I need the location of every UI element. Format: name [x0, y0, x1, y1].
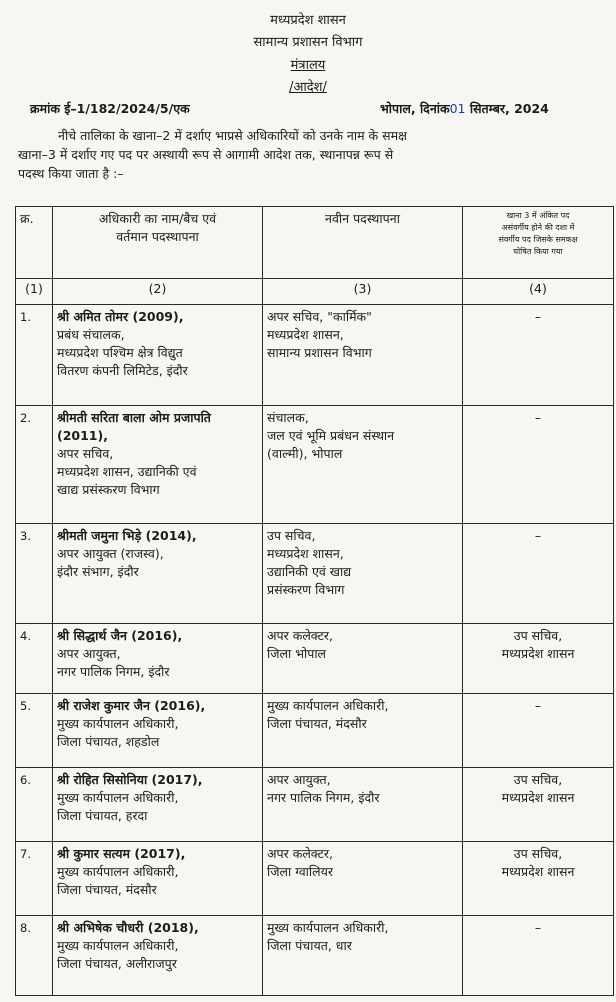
new-posting-line: सामान्य प्रशासन विभाग: [267, 345, 372, 360]
table-row: [16, 623, 614, 693]
table-row: [16, 841, 614, 915]
table-header-row: [16, 207, 614, 279]
equivalent-line: –: [534, 697, 542, 713]
date-day: 01: [449, 101, 466, 116]
intro-line: खाना–3 में दर्शाए गए पद पर अस्थायी रूप से आगामी आदेश तक, स्थानापन्न रूप से: [18, 147, 394, 162]
row-new-posting: [263, 693, 463, 767]
equivalent-line: उप सचिव,: [513, 845, 563, 861]
officer-current-posting: मध्यप्रदेश पश्चिम क्षेत्र विद्युत: [57, 345, 183, 360]
header-equivalent-line: घोषित किया गया: [513, 247, 563, 256]
officer-current-posting: जिला पंचायत, अलीराजपुर: [57, 955, 177, 971]
officer-current-posting: मुख्य कार्यपालन अधिकारी,: [57, 863, 179, 879]
new-posting-line: जल एवं भूमि प्रबंधन संस्थान: [267, 428, 395, 444]
row-serial: 6.: [16, 767, 53, 841]
row-equivalent: [463, 305, 614, 406]
row-new-posting: [263, 915, 463, 995]
row-new-posting: [263, 767, 463, 841]
row-new-posting: [263, 623, 463, 693]
order-reference: क्रमांक ई–1/182/2024/5/एक: [30, 101, 190, 116]
table-row: [16, 305, 614, 406]
officer-current-posting: खाद्य प्रसंस्करण विभाग: [57, 482, 160, 498]
new-posting-line: प्रसंस्करण विभाग: [267, 581, 345, 597]
row-officer: [53, 841, 263, 915]
officer-name: श्री अभिषेक चौधरी (2018),: [57, 919, 199, 935]
col-number: (1): [16, 279, 53, 305]
table-row: [16, 523, 614, 623]
row-serial: 2.: [16, 406, 53, 524]
new-posting-line: मुख्य कार्यपालन अधिकारी,: [267, 697, 389, 713]
row-serial: 7.: [16, 841, 53, 915]
row-officer: [53, 623, 263, 693]
officer-current-posting: अपर सचिव,: [57, 446, 114, 462]
officer-name: श्रीमती सरिता बाला ओम प्रजापति (2011),: [57, 410, 211, 444]
table-row: [16, 406, 614, 524]
date-prefix: भोपाल, दिनांक: [380, 101, 450, 116]
col-number: (3): [263, 279, 463, 305]
row-equivalent: [463, 767, 614, 841]
new-posting-line: मध्यप्रदेश शासन,: [267, 327, 344, 342]
posting-table: [15, 206, 614, 996]
officer-name: श्री रोहित सिसोनिया (2017),: [57, 771, 203, 787]
officer-name: श्री कुमार सत्यम (2017),: [57, 845, 186, 861]
row-officer: [53, 915, 263, 995]
new-posting-line: जिला ग्वालियर: [267, 863, 333, 879]
row-serial: 8.: [16, 915, 53, 995]
equivalent-line: –: [534, 527, 542, 543]
officer-current-posting: प्रबंध संचालक,: [57, 327, 125, 342]
officer-current-posting: अपर आयुक्त,: [57, 645, 121, 661]
row-equivalent: [463, 915, 614, 995]
equivalent-line: मध्यप्रदेश शासन: [501, 863, 575, 879]
new-posting-line: अपर आयुक्त,: [267, 771, 331, 787]
row-serial: 1.: [16, 305, 53, 406]
new-posting-line: संचालक,: [267, 410, 309, 426]
officer-current-posting: मध्यप्रदेश शासन, उद्यानिकी एवं: [57, 464, 197, 480]
new-posting-line: मध्यप्रदेश शासन,: [267, 545, 344, 561]
row-serial: 5.: [16, 693, 53, 767]
header-equivalent-line: असंवर्गीय होने की दशा में: [501, 223, 575, 232]
header-department: सामान्य प्रशासन विभाग: [253, 35, 363, 50]
officer-current-posting: मुख्य कार्यपालन अधिकारी,: [57, 789, 179, 805]
row-equivalent: [463, 406, 614, 524]
row-serial: 4.: [16, 623, 53, 693]
header-officer-line: अधिकारी का नाम/बैच एवं: [98, 211, 217, 226]
equivalent-line: मध्यप्रदेश शासन: [501, 645, 575, 661]
officer-name: श्री अमित तोमर (2009),: [57, 309, 184, 324]
equivalent-line: –: [534, 919, 542, 935]
header-new-posting: नवीन पदस्थापना: [263, 207, 463, 279]
table-row: [16, 915, 614, 995]
officer-current-posting: नगर पालिक निगम, इंदौर: [57, 663, 170, 679]
column-number-row: [16, 279, 614, 305]
equivalent-line: उप सचिव,: [513, 627, 563, 643]
intro-line: नीचे तालिका के खाना–2 में दर्शाए भाप्रसे अधिकारियों को उनके नाम के समक्ष: [58, 128, 408, 143]
order-date: [380, 100, 549, 117]
officer-name: श्री राजेश कुमार जैन (2016),: [57, 697, 206, 713]
new-posting-line: उप सचिव,: [267, 527, 316, 543]
header-equivalent-line: खाना 3 में अंकित पद: [506, 211, 570, 220]
new-posting-line: जिला भोपाल: [267, 645, 327, 661]
header-secretariat: मंत्रालय: [290, 58, 326, 73]
officer-current-posting: अपर आयुक्त (राजस्व),: [57, 545, 164, 561]
new-posting-line: उद्यानिकी एवं खाद्य: [267, 563, 352, 579]
new-posting-line: जिला पंचायत, मंदसौर: [267, 715, 367, 731]
intro-line: पदस्थ किया जाता है :–: [18, 166, 124, 181]
officer-current-posting: मुख्य कार्यपालन अधिकारी,: [57, 937, 179, 953]
equivalent-line: –: [534, 309, 542, 324]
table-row: [16, 767, 614, 841]
row-equivalent: [463, 523, 614, 623]
officer-name: श्रीमती जमुना भिड़े (2014),: [57, 527, 197, 543]
row-officer: [53, 406, 263, 524]
new-posting-line: (वाल्मी), भोपाल: [267, 446, 343, 462]
equivalent-line: उप सचिव,: [513, 771, 563, 787]
new-posting-line: अपर कलेक्टर,: [267, 845, 334, 861]
row-equivalent: [463, 841, 614, 915]
new-posting-line: अपर सचिव, "कार्मिक": [267, 309, 372, 324]
new-posting-line: अपर कलेक्टर,: [267, 627, 334, 643]
header-officer-line: वर्तमान पदस्थापना: [116, 229, 199, 244]
row-equivalent: [463, 693, 614, 767]
new-posting-line: नगर पालिक निगम, इंदौर: [267, 789, 380, 805]
row-officer: [53, 767, 263, 841]
row-officer: [53, 523, 263, 623]
officer-name: श्री सिद्धार्थ जैन (2016),: [57, 627, 183, 643]
row-new-posting: [263, 406, 463, 524]
equivalent-line: मध्यप्रदेश शासन: [501, 789, 575, 805]
officer-current-posting: वितरण कंपनी लिमिटेड, इंदौर: [57, 363, 188, 378]
table-row: [16, 693, 614, 767]
col-number: (2): [53, 279, 263, 305]
officer-current-posting: जिला पंचायत, शहडोल: [57, 733, 160, 749]
officer-current-posting: मुख्य कार्यपालन अधिकारी,: [57, 715, 179, 731]
row-officer: [53, 305, 263, 406]
new-posting-line: जिला पंचायत, धार: [267, 937, 352, 953]
equivalent-line: –: [534, 410, 542, 426]
header-equivalent-line: संवर्गीय पद जिसके समकक्ष: [498, 235, 578, 244]
row-officer: [53, 693, 263, 767]
header-officer: [53, 207, 263, 279]
header-serial: क्र.: [16, 207, 53, 279]
row-new-posting: [263, 523, 463, 623]
intro-paragraph: [18, 126, 608, 183]
header-order: /आदेश/: [289, 80, 327, 95]
row-new-posting: [263, 305, 463, 406]
row-new-posting: [263, 841, 463, 915]
row-serial: 3.: [16, 523, 53, 623]
col-number: (4): [463, 279, 614, 305]
header-govt: मध्यप्रदेश शासन: [270, 13, 346, 28]
header-equivalent: [463, 207, 614, 279]
officer-current-posting: जिला पंचायत, मंदसौर: [57, 881, 157, 897]
new-posting-line: मुख्य कार्यपालन अधिकारी,: [267, 919, 389, 935]
date-suffix: सितम्बर, 2024: [465, 101, 549, 116]
officer-current-posting: जिला पंचायत, हरदा: [57, 807, 148, 823]
row-equivalent: [463, 623, 614, 693]
officer-current-posting: इंदौर संभाग, इंदौर: [57, 563, 139, 579]
